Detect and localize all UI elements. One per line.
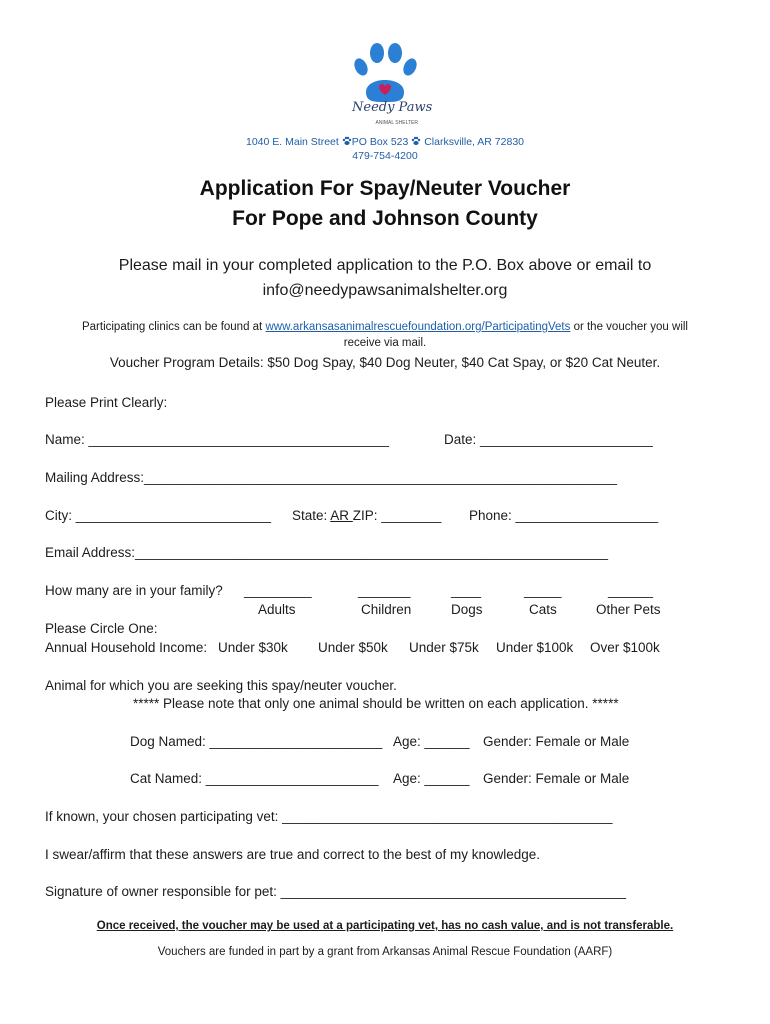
state-field[interactable] [292,508,441,523]
family-other-pets-blank[interactable]: ______ [608,583,654,598]
participating-vet-field[interactable]: If known, your chosen participating vet: ____________________________________________ [45,809,613,824]
dog-age-field[interactable]: Age: ______ [393,734,470,749]
clinics-line2: receive via mail. [343,337,427,349]
street-address: 1040 E. Main Street [246,136,339,148]
family-question: How many are in your family? [45,583,223,598]
family-adults-blank[interactable]: _________ [244,583,312,598]
cat-age-field[interactable]: Age: ______ [393,771,470,786]
family-adults-label: Adults [258,602,296,617]
cat-gender-field[interactable]: Gender: Female or Male [483,771,630,786]
email-address-field[interactable]: Email Address:_______________________________________________________________ [45,545,609,560]
print-clearly-label: Please Print Clearly: [45,395,168,410]
clinics-text: Participating clinics can be found at [81,321,266,333]
program-details: Voucher Program Details: $50 Dog Spay, $40 Dog Neuter, $40 Cat Spay, or $20 Cat Neuter. [109,355,661,370]
state-label: State: [292,508,331,523]
animal-line: Animal for which you are seeking this spay/neuter voucher. [45,678,397,693]
income-option-under-30k[interactable]: Under $30k [218,640,288,655]
income-option-under-75k[interactable]: Under $75k [409,640,479,655]
clinics-text-after: or the voucher you will [570,321,688,333]
phone-field[interactable]: Phone: ___________________ [469,508,659,523]
funding-note: Vouchers are funded in part by a grant from Arkansas Animal Rescue Foundation (AARF) [157,946,613,958]
logo-name: Needy Paws [352,100,433,115]
family-other-pets-label: Other Pets [596,602,661,617]
income-option-under-100k[interactable]: Under $100k [496,640,574,655]
address-line [0,136,770,149]
one-animal-note: ***** Please note that only one animal should be written on each application. ***** [133,696,619,711]
paw-separator-icon [411,136,421,149]
paw-print-icon [348,40,433,132]
state-value: AR [330,508,353,523]
mail-instructions: Please mail in your completed application to the P.O. Box above or email to [118,257,652,274]
family-dogs-blank[interactable]: ____ [451,583,482,598]
participating-vets-link[interactable]: www.arkansasanimalrescuefoundation.org/ParticipatingVets [265,321,571,333]
city-field[interactable]: City: __________________________ [45,508,271,523]
circle-one-label: Please Circle One: [45,621,158,636]
income-option-over-100k[interactable]: Over $100k [590,640,660,655]
clinics-line [0,321,770,333]
name-field[interactable]: Name: ________________________________________ [45,432,389,447]
affirmation-statement: I swear/affirm that these answers are true and correct to the best of my knowledge. [45,847,540,862]
logo-subtitle: ANIMAL SHELTER [375,120,418,126]
mailing-address-field[interactable]: Mailing Address:_______________________________________________________________ [45,470,618,485]
voucher-terms: Once received, the voucher may be used at a participating vet, has no cash value, and is not transferable. [96,920,674,932]
paw-separator-icon [342,136,352,149]
date-field[interactable]: Date: _______________________ [444,432,653,447]
family-children-label: Children [361,602,412,617]
family-dogs-label: Dogs [451,602,483,617]
phone-number: 479-754-4200 [352,150,418,162]
page-title-line1: Application For Spay/Neuter Voucher [199,177,571,200]
page-title-line2: For Pope and Johnson County [232,207,538,230]
needy-paws-logo [348,40,433,132]
cat-name-field[interactable]: Cat Named: _______________________ [130,771,379,786]
dog-gender-field[interactable]: Gender: Female or Male [483,734,630,749]
family-cats-label: Cats [529,602,557,617]
zip-field[interactable]: ZIP: ________ [352,508,442,523]
shelter-email: info@needypawsanimalshelter.org [262,282,508,299]
family-cats-blank[interactable]: _____ [524,583,562,598]
signature-field[interactable]: Signature of owner responsible for pet: ______________________________________________ [45,884,627,899]
income-option-under-50k[interactable]: Under $50k [318,640,388,655]
income-label: Annual Household Income: [45,640,208,655]
family-children-blank[interactable]: _______ [358,583,411,598]
po-box: PO Box 523 [351,136,409,148]
dog-name-field[interactable]: Dog Named: _______________________ [130,734,383,749]
city-state-zip: Clarksville, AR 72830 [424,136,524,148]
